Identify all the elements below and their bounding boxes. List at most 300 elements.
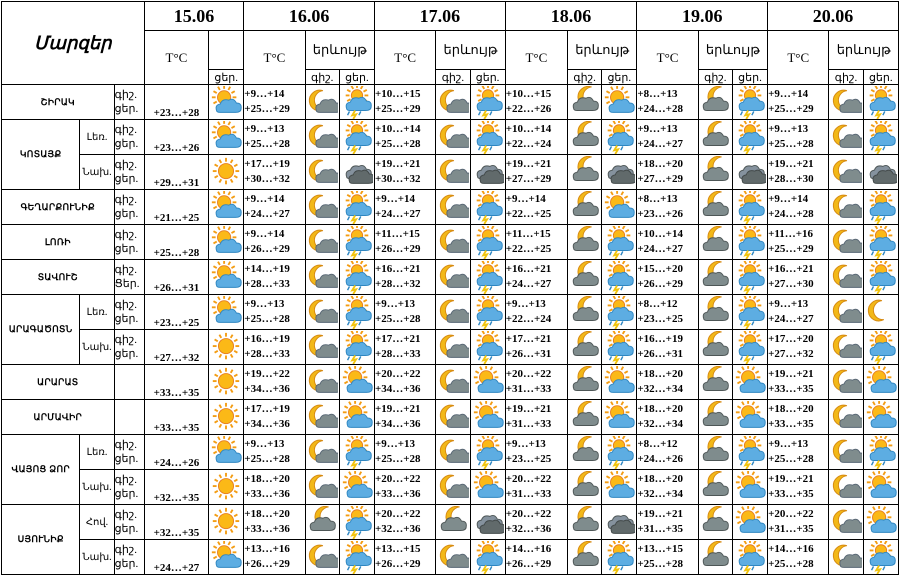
night-weather-icon bbox=[698, 365, 732, 400]
day-weather-icon bbox=[602, 400, 637, 435]
temp-cell: +26…+31 bbox=[144, 260, 208, 295]
temp-cell: +20…+22 +31…+33 bbox=[505, 365, 567, 400]
day-weather-icon bbox=[863, 225, 898, 260]
temp-cell: +16…+21 +28…+32 bbox=[375, 260, 436, 295]
night-weather-icon bbox=[305, 470, 339, 505]
temp-cell: +19…+21 +33…+35 bbox=[768, 470, 829, 505]
day-weather-icon bbox=[602, 365, 637, 400]
temp-cell: +11…+16 +25…+29 bbox=[768, 225, 829, 260]
night-weather-icon bbox=[829, 470, 863, 505]
temp-cell: +9…+14 +24…+27 bbox=[375, 190, 436, 225]
day-weather-icon bbox=[470, 190, 505, 225]
weather-icon bbox=[209, 120, 244, 155]
night-weather-icon bbox=[829, 540, 863, 575]
temp-cell: +20…+22 +33…+36 bbox=[375, 470, 436, 505]
table-row bbox=[2, 400, 899, 435]
day-weather-icon bbox=[863, 330, 898, 365]
night-weather-icon bbox=[698, 225, 732, 260]
day-weather-icon bbox=[470, 260, 505, 295]
region-name: ԱՐՄԱՎԻՐ bbox=[2, 400, 115, 435]
temp-cell: +18…+20 +33…+36 bbox=[244, 470, 305, 505]
temp-cell: +19…+21 +31…+35 bbox=[637, 505, 698, 540]
day-weather-icon bbox=[339, 435, 374, 470]
night-weather-icon bbox=[568, 155, 602, 190]
night-weather-icon bbox=[568, 330, 602, 365]
temp-cell: +8…+12 +24…+26 bbox=[637, 435, 698, 470]
night-weather-icon bbox=[568, 225, 602, 260]
day-weather-icon bbox=[732, 505, 767, 540]
temp-cell: +13…+16 +26…+29 bbox=[244, 540, 305, 575]
night-weather-icon bbox=[568, 295, 602, 330]
temp-cell: +21…+25 bbox=[144, 190, 208, 225]
night-weather-icon bbox=[436, 330, 470, 365]
temp-cell: +9…+14 +24…+28 bbox=[768, 190, 829, 225]
forecast-table bbox=[1, 1, 899, 575]
temp-cell: +19…+21 +30…+32 bbox=[375, 155, 436, 190]
table-row bbox=[2, 225, 899, 260]
region-name: ՎԱՅՈՑ ՁՈՐ bbox=[2, 435, 80, 505]
sub-region: Հով. bbox=[80, 505, 114, 540]
temp-cell: +10…+14 +22…+24 bbox=[505, 120, 567, 155]
day-weather-icon bbox=[732, 295, 767, 330]
date-header: 16.06 bbox=[244, 2, 375, 31]
sub-region: Լեռ. bbox=[80, 295, 114, 330]
day-weather-icon bbox=[602, 470, 637, 505]
temp-cell: +20…+22 +31…+35 bbox=[768, 505, 829, 540]
time-label: գիշ. ցեր. bbox=[114, 190, 144, 225]
day-weather-icon bbox=[470, 85, 505, 120]
night-weather-icon bbox=[436, 470, 470, 505]
temp-cell: +19…+22 +34…+36 bbox=[244, 365, 305, 400]
temp-cell: +23…+28 bbox=[144, 85, 208, 120]
day-weather-icon bbox=[470, 155, 505, 190]
temp-cell: +17…+19 +34…+36 bbox=[244, 400, 305, 435]
temp-cell: +23…+25 bbox=[144, 295, 208, 330]
temp-cell: +23…+26 bbox=[144, 120, 208, 155]
table-row bbox=[2, 260, 899, 295]
night-weather-icon bbox=[436, 225, 470, 260]
temp-cell: +10…+14 +25…+28 bbox=[375, 120, 436, 155]
night-weather-icon bbox=[568, 365, 602, 400]
time-label: գիշ. ցեր. bbox=[114, 85, 144, 120]
temp-cell: +13…+15 +26…+29 bbox=[375, 540, 436, 575]
day-weather-icon bbox=[732, 435, 767, 470]
phenomenon-header: երևույթ bbox=[698, 31, 767, 70]
region-name: ՍՅՈՒՆԻՔ bbox=[2, 505, 80, 575]
weather-icon bbox=[209, 400, 244, 435]
day-weather-icon bbox=[732, 85, 767, 120]
temp-cell: +14…+16 +25…+28 bbox=[768, 540, 829, 575]
day-weather-icon bbox=[602, 260, 637, 295]
temp-cell: +9…+13 +24…+27 bbox=[637, 120, 698, 155]
night-weather-icon bbox=[305, 260, 339, 295]
day-weather-icon bbox=[339, 330, 374, 365]
day-weather-icon bbox=[339, 120, 374, 155]
time-label: գիշ. ցեր. bbox=[114, 155, 144, 190]
phenomenon-header: երևույթ bbox=[829, 31, 899, 70]
time-label: գիշ. ցեր. bbox=[114, 295, 144, 330]
temp-cell: +14…+19 +28…+33 bbox=[244, 260, 305, 295]
night-weather-icon bbox=[829, 330, 863, 365]
date-header: 19.06 bbox=[637, 2, 768, 31]
day-weather-icon bbox=[732, 365, 767, 400]
day-weather-icon bbox=[863, 260, 898, 295]
temp-cell: +9…+13 +25…+28 bbox=[768, 120, 829, 155]
table-row bbox=[2, 365, 899, 400]
day-weather-icon bbox=[863, 400, 898, 435]
day-weather-icon bbox=[602, 330, 637, 365]
night-weather-icon bbox=[436, 435, 470, 470]
temp-cell: +32…+35 bbox=[144, 470, 208, 505]
night-label: գիշ. bbox=[698, 70, 732, 85]
table-row bbox=[2, 155, 899, 190]
day-weather-icon bbox=[470, 365, 505, 400]
night-weather-icon bbox=[305, 190, 339, 225]
time-label: գիշ. ցեր. bbox=[114, 120, 144, 155]
night-weather-icon bbox=[436, 155, 470, 190]
day-weather-icon bbox=[863, 190, 898, 225]
day-weather-icon bbox=[732, 470, 767, 505]
temp-header: T°C bbox=[375, 31, 436, 85]
temp-cell: +10…+15 +25…+29 bbox=[375, 85, 436, 120]
day-weather-icon bbox=[732, 260, 767, 295]
night-weather-icon bbox=[698, 435, 732, 470]
night-label: գիշ. bbox=[436, 70, 470, 85]
day-label: ցեր. bbox=[602, 70, 637, 85]
weather-icon bbox=[209, 435, 244, 470]
night-label: գիշ. bbox=[829, 70, 863, 85]
night-weather-icon bbox=[829, 505, 863, 540]
temp-cell: +18…+20 +32…+34 bbox=[637, 470, 698, 505]
day-weather-icon bbox=[339, 505, 374, 540]
night-weather-icon bbox=[829, 225, 863, 260]
temp-cell: +20…+22 +32…+36 bbox=[375, 505, 436, 540]
temp-cell: +9…+14 +22…+25 bbox=[505, 190, 567, 225]
temp-cell: +16…+21 +27…+30 bbox=[768, 260, 829, 295]
day-weather-icon bbox=[602, 435, 637, 470]
region-name: ԱՐԱԳԱԾՈՏՆ bbox=[2, 295, 80, 365]
marz-header: Մարզեր bbox=[2, 2, 145, 85]
date-header: 17.06 bbox=[375, 2, 506, 31]
weather-icon bbox=[209, 365, 244, 400]
table-row bbox=[2, 295, 899, 330]
day-weather-icon bbox=[732, 400, 767, 435]
night-weather-icon bbox=[436, 295, 470, 330]
night-weather-icon bbox=[698, 470, 732, 505]
temp-cell: +14…+16 +26…+29 bbox=[505, 540, 567, 575]
temp-cell: +8…+12 +23…+25 bbox=[637, 295, 698, 330]
weather-icon bbox=[209, 260, 244, 295]
temp-cell: +9…+14 +24…+27 bbox=[244, 190, 305, 225]
day-label: ցեր. bbox=[732, 70, 767, 85]
weather-icon bbox=[209, 85, 244, 120]
temp-cell: +27…+32 bbox=[144, 330, 208, 365]
temp-cell: +18…+20 +32…+34 bbox=[637, 365, 698, 400]
temp-cell: +24…+26 bbox=[144, 435, 208, 470]
temp-cell: +9…+13 +22…+24 bbox=[505, 295, 567, 330]
temp-cell: +20…+22 +32…+36 bbox=[505, 505, 567, 540]
temp-cell: +9…+14 +26…+29 bbox=[244, 225, 305, 260]
time-label: գիշ. Ցեր. bbox=[114, 260, 144, 295]
temp-cell: +16…+19 +28…+33 bbox=[244, 330, 305, 365]
day-weather-icon bbox=[470, 225, 505, 260]
night-weather-icon bbox=[829, 365, 863, 400]
temp-cell: +16…+19 +26…+31 bbox=[637, 330, 698, 365]
temp-cell: +17…+19 +30…+32 bbox=[244, 155, 305, 190]
day-weather-icon bbox=[602, 85, 637, 120]
night-weather-icon bbox=[698, 190, 732, 225]
day-weather-icon bbox=[339, 295, 374, 330]
temp-cell: +9…+13 +25…+28 bbox=[244, 435, 305, 470]
temp-cell: +10…+15 +22…+26 bbox=[505, 85, 567, 120]
time-label: գիշ. ցեր. bbox=[114, 225, 144, 260]
temp-cell: +9…+13 +25…+28 bbox=[244, 295, 305, 330]
weather-icon bbox=[209, 470, 244, 505]
day-weather-icon bbox=[863, 435, 898, 470]
temp-cell: +9…+13 +25…+28 bbox=[768, 435, 829, 470]
temp-cell: +29…+31 bbox=[144, 155, 208, 190]
night-weather-icon bbox=[568, 190, 602, 225]
day-weather-icon bbox=[339, 85, 374, 120]
temp-cell: +9…+13 +25…+28 bbox=[375, 295, 436, 330]
night-weather-icon bbox=[698, 505, 732, 540]
region-name: ԱՐԱՐԱՏ bbox=[2, 365, 115, 400]
night-weather-icon bbox=[698, 330, 732, 365]
temp-cell: +19…+21 +33…+35 bbox=[768, 365, 829, 400]
day-weather-icon bbox=[863, 365, 898, 400]
temp-cell: +18…+20 +27…+29 bbox=[637, 155, 698, 190]
day-weather-icon bbox=[863, 505, 898, 540]
night-weather-icon bbox=[436, 540, 470, 575]
night-weather-icon bbox=[829, 85, 863, 120]
night-weather-icon bbox=[305, 155, 339, 190]
day-weather-icon bbox=[470, 295, 505, 330]
day-weather-icon bbox=[732, 225, 767, 260]
day-weather-icon bbox=[602, 190, 637, 225]
day-weather-icon bbox=[863, 470, 898, 505]
night-weather-icon bbox=[568, 260, 602, 295]
phenomenon-header-empty bbox=[209, 31, 244, 70]
temp-cell: +18…+20 +33…+35 bbox=[768, 400, 829, 435]
night-weather-icon bbox=[829, 155, 863, 190]
day-label: ցեր. bbox=[470, 70, 505, 85]
day-weather-icon bbox=[732, 330, 767, 365]
day-weather-icon bbox=[470, 330, 505, 365]
day-weather-icon bbox=[339, 540, 374, 575]
night-weather-icon bbox=[698, 85, 732, 120]
sub-region: Լեռ. bbox=[80, 120, 114, 155]
temp-cell: +18…+20 +33…+36 bbox=[244, 505, 305, 540]
sub-region: Նախ. bbox=[80, 155, 114, 190]
day-weather-icon bbox=[602, 540, 637, 575]
table-row bbox=[2, 120, 899, 155]
table-row bbox=[2, 540, 899, 575]
weather-icon bbox=[209, 330, 244, 365]
weather-icon bbox=[209, 505, 244, 540]
night-weather-icon bbox=[698, 400, 732, 435]
night-weather-icon bbox=[305, 330, 339, 365]
night-weather-icon bbox=[829, 435, 863, 470]
temp-cell: +8…+13 +23…+26 bbox=[637, 190, 698, 225]
night-weather-icon bbox=[436, 85, 470, 120]
night-weather-icon bbox=[698, 155, 732, 190]
table-row bbox=[2, 330, 899, 365]
temp-cell: +17…+21 +28…+33 bbox=[375, 330, 436, 365]
sub-region: Նախ. bbox=[80, 470, 114, 505]
weather-icon bbox=[209, 155, 244, 190]
day-weather-icon bbox=[339, 260, 374, 295]
weather-icon bbox=[209, 190, 244, 225]
day-weather-icon bbox=[732, 155, 767, 190]
temp-cell: +17…+20 +27…+32 bbox=[768, 330, 829, 365]
day-weather-icon bbox=[602, 295, 637, 330]
temp-cell: +20…+22 +31…+33 bbox=[505, 470, 567, 505]
phenomenon-header: երևույթ bbox=[436, 31, 505, 70]
day-weather-icon bbox=[602, 505, 637, 540]
temp-header: T°C bbox=[505, 31, 567, 85]
sub-region: Լեռ. bbox=[80, 435, 114, 470]
temp-cell: +13…+15 +25…+28 bbox=[637, 540, 698, 575]
night-weather-icon bbox=[829, 400, 863, 435]
temp-cell: +9…+13 +25…+28 bbox=[375, 435, 436, 470]
night-weather-icon bbox=[698, 295, 732, 330]
day-label: ցեր. bbox=[339, 70, 374, 85]
night-label: գիշ. bbox=[305, 70, 339, 85]
region-name: ԳԵՂԱՐՔՈՒՆԻՔ bbox=[2, 190, 115, 225]
time-label: գիշ. ցեր. bbox=[114, 540, 144, 575]
day-weather-icon bbox=[339, 225, 374, 260]
temp-cell: +24…+27 bbox=[144, 540, 208, 575]
table-row bbox=[2, 505, 899, 540]
day-weather-icon bbox=[339, 470, 374, 505]
day-weather-icon bbox=[339, 190, 374, 225]
day-weather-icon bbox=[732, 120, 767, 155]
day-weather-icon bbox=[602, 120, 637, 155]
temp-header: T°C bbox=[144, 31, 208, 85]
temp-cell: +8…+13 +24…+28 bbox=[637, 85, 698, 120]
table-row bbox=[2, 470, 899, 505]
temp-cell: +17…+21 +26…+31 bbox=[505, 330, 567, 365]
night-weather-icon bbox=[829, 120, 863, 155]
night-weather-icon bbox=[568, 540, 602, 575]
temp-cell: +19…+21 +28…+30 bbox=[768, 155, 829, 190]
weather-icon bbox=[209, 295, 244, 330]
day-weather-icon bbox=[470, 470, 505, 505]
day-weather-icon bbox=[863, 85, 898, 120]
night-weather-icon bbox=[305, 295, 339, 330]
day-weather-icon bbox=[470, 400, 505, 435]
night-weather-icon bbox=[305, 435, 339, 470]
temp-cell: +9…+13 +24…+27 bbox=[768, 295, 829, 330]
region-name: ԼՈՌԻ bbox=[2, 225, 115, 260]
temp-cell: +20…+22 +34…+36 bbox=[375, 365, 436, 400]
sub-region: Նախ. bbox=[80, 540, 114, 575]
night-weather-icon bbox=[305, 540, 339, 575]
region-name: ՇԻՐԱԿ bbox=[2, 85, 115, 120]
temp-cell: +9…+13 +23…+25 bbox=[505, 435, 567, 470]
night-weather-icon bbox=[305, 365, 339, 400]
temp-cell: +19…+21 +34…+36 bbox=[375, 400, 436, 435]
day-label: ցեր. bbox=[863, 70, 898, 85]
night-weather-icon bbox=[436, 190, 470, 225]
day-weather-icon bbox=[470, 120, 505, 155]
region-name: ՏԱՎՈՒՇ bbox=[2, 260, 115, 295]
temp-header: T°C bbox=[244, 31, 305, 85]
night-weather-icon bbox=[568, 120, 602, 155]
night-weather-icon bbox=[436, 400, 470, 435]
night-weather-icon bbox=[568, 435, 602, 470]
temp-cell: +18…+20 +32…+34 bbox=[637, 400, 698, 435]
time-label bbox=[114, 400, 144, 435]
day-weather-icon bbox=[863, 540, 898, 575]
temp-cell: +9…+14 +25…+29 bbox=[768, 85, 829, 120]
night-weather-icon bbox=[436, 120, 470, 155]
weather-icon bbox=[209, 540, 244, 575]
day-weather-icon bbox=[863, 155, 898, 190]
night-weather-icon bbox=[436, 505, 470, 540]
night-weather-icon bbox=[698, 260, 732, 295]
date-header: 18.06 bbox=[505, 2, 637, 31]
phenomenon-header: երևույթ bbox=[305, 31, 374, 70]
temp-cell: +19…+21 +31…+33 bbox=[505, 400, 567, 435]
temp-cell: +9…+13 +25…+28 bbox=[244, 120, 305, 155]
day-weather-icon bbox=[339, 400, 374, 435]
temp-header: T°C bbox=[768, 31, 829, 85]
weather-icon bbox=[209, 225, 244, 260]
temp-cell: +16…+21 +24…+27 bbox=[505, 260, 567, 295]
temp-cell: +11…+15 +22…+25 bbox=[505, 225, 567, 260]
temp-cell: +9…+14 +25…+29 bbox=[244, 85, 305, 120]
time-label: գիշ. ցեր. bbox=[114, 470, 144, 505]
table-row bbox=[2, 190, 899, 225]
night-weather-icon bbox=[829, 190, 863, 225]
region-name: ԿՈՏԱՅՔ bbox=[2, 120, 80, 190]
night-weather-icon bbox=[829, 295, 863, 330]
day-weather-icon bbox=[863, 120, 898, 155]
temp-cell: +25…+28 bbox=[144, 225, 208, 260]
day-weather-icon bbox=[732, 540, 767, 575]
temp-cell: +15…+20 +26…+29 bbox=[637, 260, 698, 295]
date-header: 20.06 bbox=[768, 2, 899, 31]
temp-header: T°C bbox=[637, 31, 698, 85]
day-weather-icon bbox=[470, 435, 505, 470]
night-weather-icon bbox=[568, 85, 602, 120]
night-weather-icon bbox=[829, 260, 863, 295]
night-weather-icon bbox=[436, 365, 470, 400]
table-row bbox=[2, 435, 899, 470]
temp-cell: +11…+15 +26…+29 bbox=[375, 225, 436, 260]
time-label: գիշ. ցեր. bbox=[114, 330, 144, 365]
night-weather-icon bbox=[305, 400, 339, 435]
day-weather-icon bbox=[602, 225, 637, 260]
temp-cell: +19…+21 +27…+29 bbox=[505, 155, 567, 190]
night-weather-icon bbox=[698, 120, 732, 155]
date-header: 15.06 bbox=[144, 2, 244, 31]
table-row bbox=[2, 85, 899, 120]
night-weather-icon bbox=[305, 120, 339, 155]
temp-cell: +33…+35 bbox=[144, 400, 208, 435]
day-weather-icon bbox=[602, 155, 637, 190]
time-label: գիշ. ցեր. bbox=[114, 435, 144, 470]
day-weather-icon bbox=[470, 505, 505, 540]
temp-cell: +33…+35 bbox=[144, 365, 208, 400]
day-weather-icon bbox=[732, 190, 767, 225]
day-weather-icon bbox=[863, 295, 898, 330]
day-label: ցեր. bbox=[209, 70, 244, 85]
temp-cell: +32…+35 bbox=[144, 505, 208, 540]
phenomenon-header: երևույթ bbox=[568, 31, 637, 70]
night-weather-icon bbox=[568, 400, 602, 435]
